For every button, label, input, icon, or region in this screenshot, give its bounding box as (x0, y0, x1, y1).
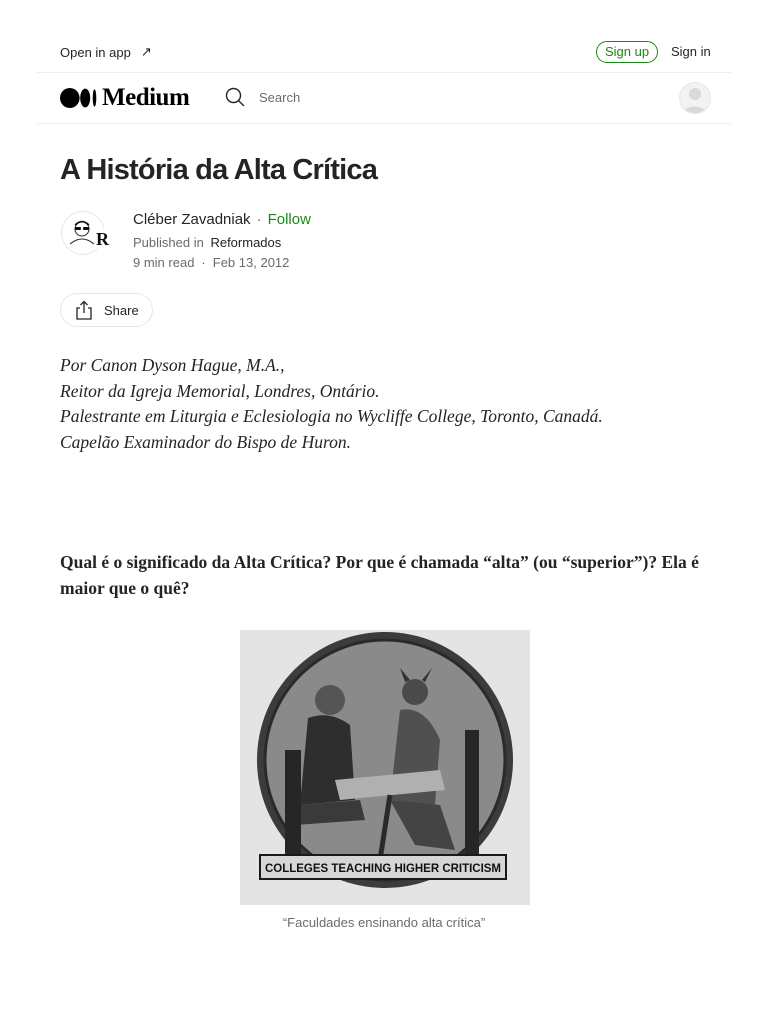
medium-logo-text: Medium (102, 84, 190, 111)
open-in-app-link[interactable] (60, 44, 152, 60)
article-meta (133, 255, 289, 270)
published-in-label: Published in (133, 235, 204, 250)
search-icon (224, 86, 246, 108)
open-in-app-label: Open in app (60, 44, 131, 60)
search-input[interactable]: Search (259, 89, 301, 105)
share-button[interactable] (60, 293, 153, 327)
top-bar (36, 0, 732, 73)
follow-button[interactable]: Follow (267, 211, 311, 228)
read-time: 9 min read (133, 255, 195, 270)
article-question: Qual é o significado da Alta Crítica? Por que é chamada “alta” (ou “superior”)? Ela é maior que o quê? (60, 552, 699, 598)
byline-line: Palestrante em Liturgia e Eclesiologia no Wycliffe College, Toronto, Canadá. (60, 406, 603, 426)
user-avatar[interactable] (679, 82, 711, 114)
share-icon (75, 300, 93, 320)
publication-logo[interactable]: R (96, 229, 109, 249)
article-title: A História da Alta Crítica (60, 154, 378, 186)
arrow-up-right-icon: ↗ (140, 44, 152, 59)
medium-logo[interactable] (60, 86, 189, 110)
medium-logo-icon (60, 88, 97, 108)
publication-line (133, 235, 281, 250)
user-silhouette-icon (680, 83, 710, 113)
byline-line: Reitor da Igreja Memorial, Londres, Ontário. (60, 380, 380, 401)
author-name[interactable]: Cléber Zavadniak (133, 211, 251, 228)
share-label: Share (104, 302, 139, 318)
illustration-two-figures (240, 630, 530, 905)
byline-line: Capelão Examinador do Bispo de Huron. (60, 431, 351, 452)
byline-line: Por Canon Dyson Hague, M.A., (60, 355, 285, 375)
article-image (240, 630, 530, 905)
search-bar[interactable] (224, 86, 300, 108)
separator-dot: · (201, 255, 206, 270)
publication-link[interactable]: Reformados (210, 235, 282, 250)
nav-bar (36, 72, 732, 124)
publish-date: Feb 13, 2012 (212, 255, 290, 270)
author-line (133, 211, 311, 228)
article-byline (60, 353, 603, 455)
sign-in-link[interactable]: Sign in (671, 44, 711, 59)
image-banner-text: COLLEGES TEACHING HIGHER CRITICISM (265, 863, 501, 875)
sign-up-button[interactable]: Sign up (596, 41, 658, 63)
image-caption: “Faculdades ensinando alta crítica” (282, 915, 486, 930)
separator-dot: · (256, 211, 262, 228)
